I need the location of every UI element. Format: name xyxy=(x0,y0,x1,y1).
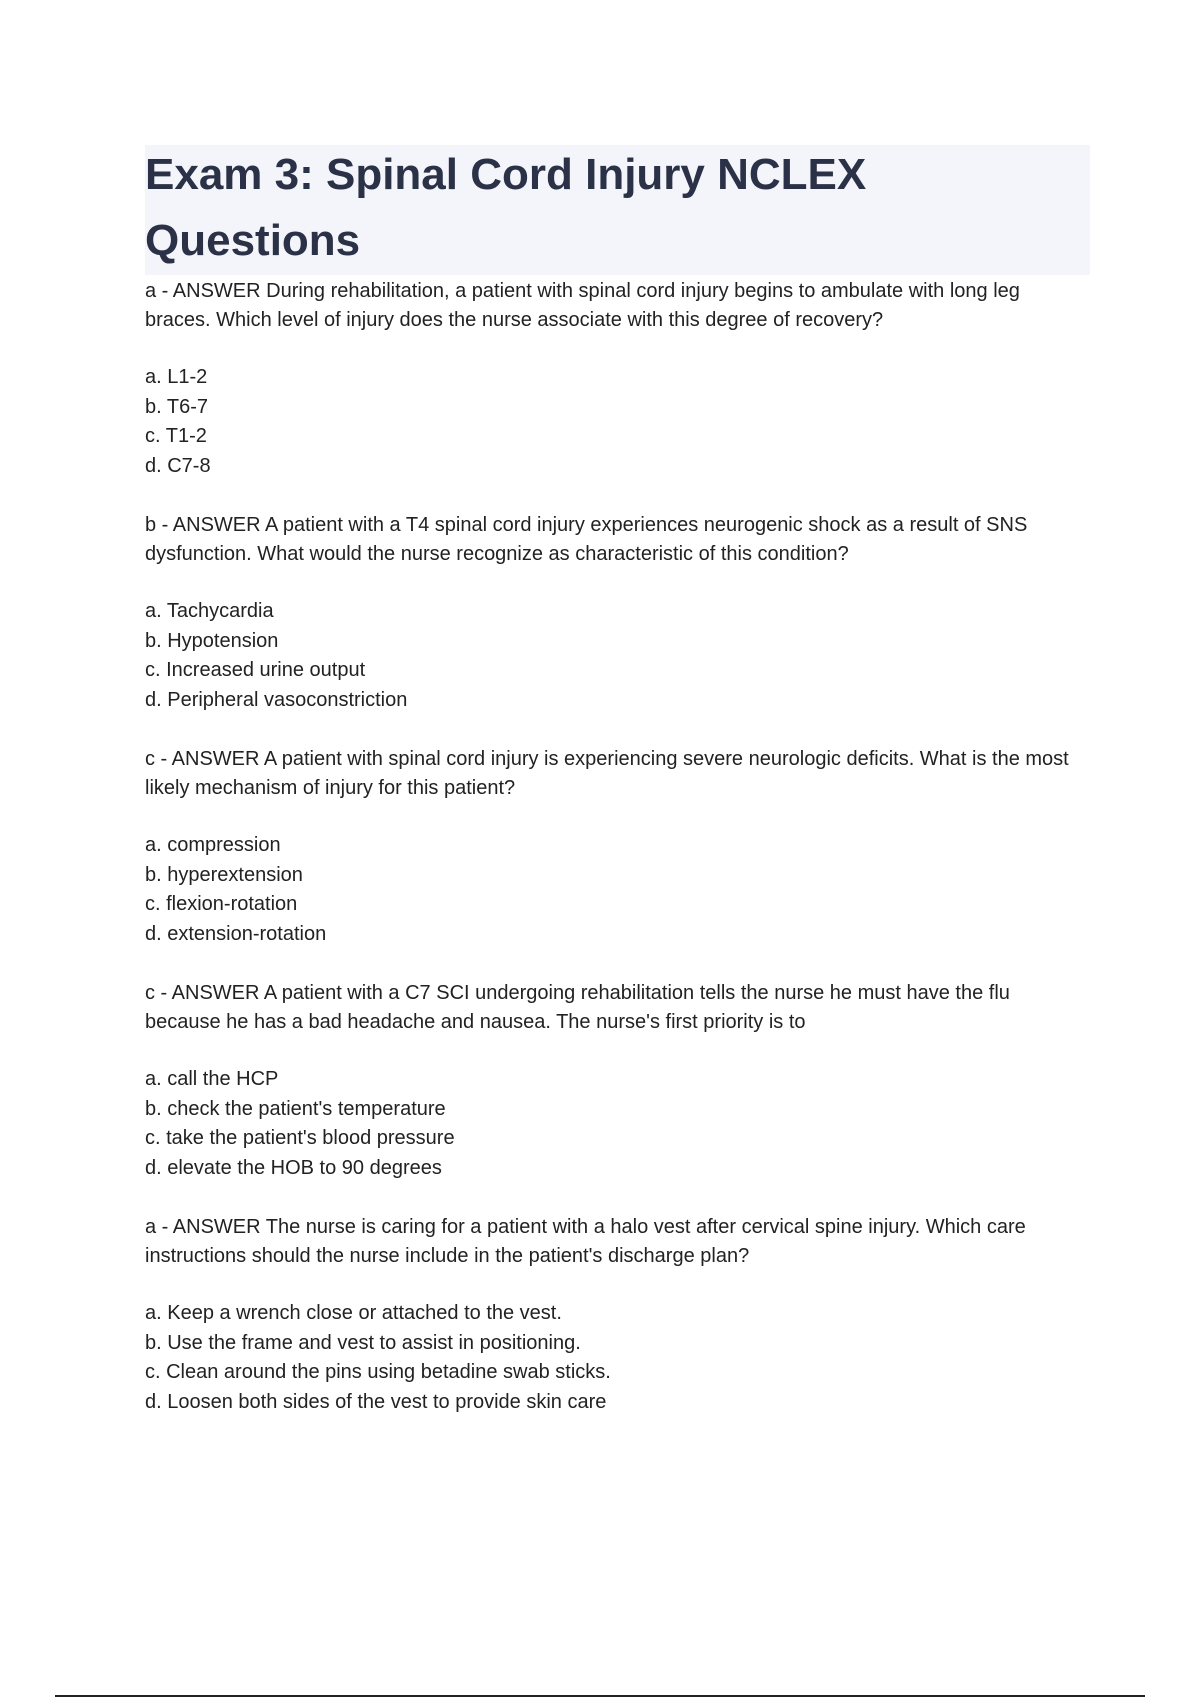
question-stem: b - ANSWER A patient with a T4 spinal cord injury experiences neurogenic shock as a result of SNS dysfunction. What would the nurse recognize as characteristic of this condition? xyxy=(145,514,1028,565)
answer-option: c. flexion-rotation xyxy=(145,893,298,915)
answer-options xyxy=(145,597,1090,715)
answer-option: a. L1-2 xyxy=(145,366,208,388)
answer-option: d. Peripheral vasoconstriction xyxy=(145,688,408,711)
answer-option: d. Loosen both sides of the vest to provide skin care xyxy=(145,1390,607,1413)
answer-option: b. T6-7 xyxy=(145,395,208,418)
question-stem: a - ANSWER The nurse is caring for a patient with a halo vest after cervical spine injury. Which care instructions should the nurse include in the patient's discharge plan? xyxy=(145,1216,1026,1267)
question-stem: c - ANSWER A patient with spinal cord injury is experiencing severe neurologic deficits. What is the most likely mechanism of injury for this patient? xyxy=(145,748,1069,799)
answer-option: d. extension-rotation xyxy=(145,922,327,945)
answer-options xyxy=(145,1299,1090,1417)
question-stem: a - ANSWER During rehabilitation, a patient with spinal cord injury begins to ambulate with long leg braces. Which level of injury does the nurse associate with this degree of recovery? xyxy=(145,280,1020,331)
answer-options xyxy=(145,831,1090,949)
answer-option: c. Clean around the pins using betadine swab sticks. xyxy=(145,1361,611,1383)
answer-option: a. Tachycardia xyxy=(145,600,274,622)
question-5 xyxy=(145,1213,1090,1417)
page-title: Exam 3: Spinal Cord Injury NCLEX Questions xyxy=(145,150,867,265)
answer-option: a. Keep a wrench close or attached to the vest. xyxy=(145,1302,562,1324)
answer-option: a. compression xyxy=(145,834,281,856)
answer-option: b. Use the frame and vest to assist in positioning. xyxy=(145,1331,581,1354)
answer-option: c. take the patient's blood pressure xyxy=(145,1127,455,1149)
answer-option: b. Hypotension xyxy=(145,629,279,652)
answer-option: d. elevate the HOB to 90 degrees xyxy=(145,1156,442,1179)
answer-option: d. C7-8 xyxy=(145,454,211,477)
answer-option: a. call the HCP xyxy=(145,1068,279,1090)
answer-option: b. hyperextension xyxy=(145,863,303,886)
answer-option: c. T1-2 xyxy=(145,425,207,447)
answer-option: c. Increased urine output xyxy=(145,659,366,681)
question-1 xyxy=(145,277,1090,481)
question-stem: c - ANSWER A patient with a C7 SCI undergoing rehabilitation tells the nurse he must have the flu because he has a bad headache and nausea. The nurse's first priority is to xyxy=(145,982,1010,1033)
question-list xyxy=(145,277,1090,1447)
question-3 xyxy=(145,745,1090,949)
answer-options xyxy=(145,363,1090,481)
question-2 xyxy=(145,511,1090,715)
question-4 xyxy=(145,979,1090,1183)
answer-options xyxy=(145,1065,1090,1183)
footer-rule xyxy=(55,1695,1145,1697)
answer-option: b. check the patient's temperature xyxy=(145,1097,446,1120)
